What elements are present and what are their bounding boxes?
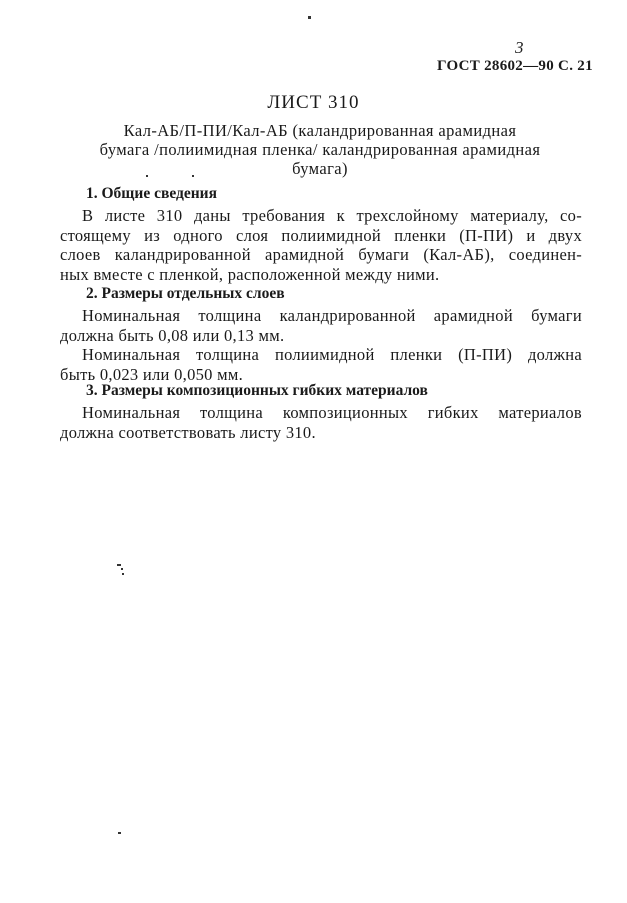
paragraph-line: стоящему из одного слоя полиимидной пленки (П-ПИ) и двух [60,225,582,245]
subtitle-line: бумага /полиимидная пленка/ каландрированная арамидная [99,140,541,159]
scan-speck [121,568,123,570]
section-heading-composite-dimensions: 3. Размеры композиционных гибких материалов [86,382,428,399]
sheet-title: ЛИСТ 310 [267,92,360,113]
subtitle-line: бумага) [292,159,348,178]
subtitle-line: Кал-АБ/П-ПИ/Кал-АБ (каландрированная арамидная [123,121,517,140]
page-handwritten-mark: 3 [515,38,524,57]
scan-speck [117,564,121,566]
paragraph-line: слоев каландрированной арамидной бумаги (Кал-АБ), соединен- [60,245,582,264]
paragraph-line: Номинальная толщина полиимидной пленки (П-ПИ) должна [82,345,582,364]
paragraph-line: Номинальная толщина композиционных гибких материалов [82,403,582,422]
running-header: ГОСТ 28602—90 С. 21 [437,58,593,74]
paragraph-line: должна соответствовать листу 310. [60,422,316,442]
scan-speck [118,832,121,834]
section-heading-general: 1. Общие сведения [86,185,217,202]
section-1-paragraph [60,206,582,284]
section-2-paragraph-1 [60,306,582,345]
section-heading-layer-dimensions: 2. Размеры отдельных слоев [86,285,285,302]
scan-speck [146,175,148,177]
paragraph-line: В листе 310 даны требования к трехслойному материалу, со- [82,206,582,225]
paragraph-line: ных вместе с пленкой, расположенной между ними. [60,264,440,284]
sheet-subtitle [80,121,560,178]
paragraph-line: быть 0,023 или 0,050 мм. [60,364,244,384]
scan-speck [308,16,311,19]
scan-speck [192,175,194,177]
section-2-paragraph-2 [60,345,582,384]
paragraph-line: Номинальная толщина каландрированной арамидной бумаги [82,306,582,325]
section-3-paragraph [60,403,582,442]
paragraph-line: должна быть 0,08 или 0,13 мм. [60,325,285,345]
scan-speck [122,573,124,575]
